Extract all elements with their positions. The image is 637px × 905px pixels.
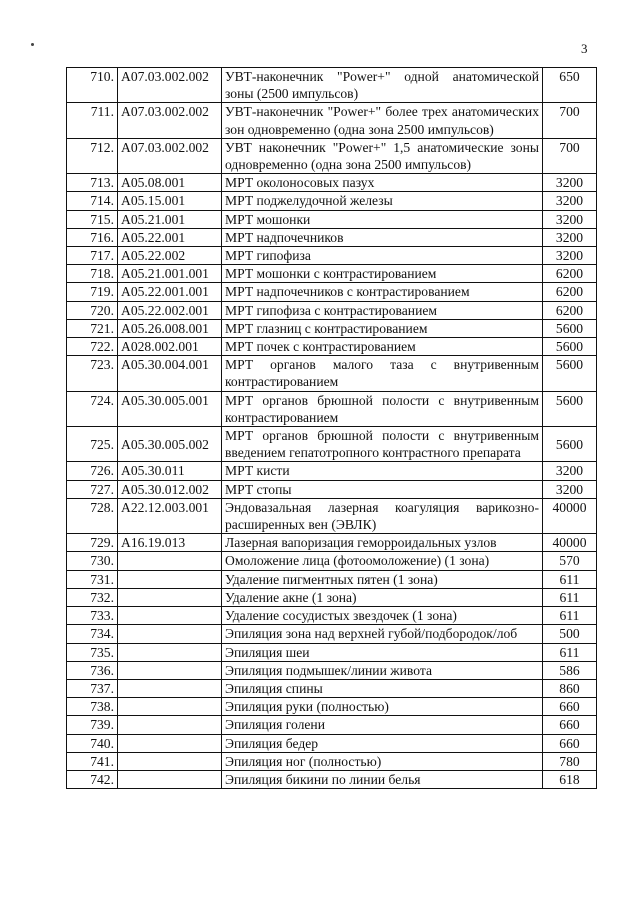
service-name-cell: Эпиляция голени bbox=[222, 716, 543, 734]
price-cell: 3200 bbox=[543, 210, 597, 228]
service-code-cell: A05.22.002.001 bbox=[118, 301, 222, 319]
table-row bbox=[67, 427, 597, 462]
service-code-cell: A05.21.001 bbox=[118, 210, 222, 228]
table-row bbox=[67, 338, 597, 356]
service-code-cell: A07.03.002.002 bbox=[118, 68, 222, 103]
service-name-cell: Эпиляция ног (полностью) bbox=[222, 752, 543, 770]
row-number-cell: 711. bbox=[67, 103, 118, 138]
service-code-cell: A028.002.001 bbox=[118, 338, 222, 356]
service-name-cell: МРТ органов малого таза с внутривенным контрастированием bbox=[222, 356, 543, 391]
service-code-cell: A05.30.005.001 bbox=[118, 391, 222, 426]
table-row bbox=[67, 679, 597, 697]
row-number-cell: 735. bbox=[67, 643, 118, 661]
price-cell: 3200 bbox=[543, 174, 597, 192]
row-number-cell: 721. bbox=[67, 319, 118, 337]
service-code-cell bbox=[118, 716, 222, 734]
service-code-cell bbox=[118, 643, 222, 661]
service-name-cell: МРТ гипофиза bbox=[222, 247, 543, 265]
service-code-cell bbox=[118, 734, 222, 752]
service-code-cell: A05.21.001.001 bbox=[118, 265, 222, 283]
row-number-cell: 719. bbox=[67, 283, 118, 301]
service-code-cell: A05.30.012.002 bbox=[118, 480, 222, 498]
service-code-cell: A05.22.001.001 bbox=[118, 283, 222, 301]
scan-speck bbox=[31, 43, 34, 46]
table-row bbox=[67, 391, 597, 426]
service-code-cell bbox=[118, 679, 222, 697]
row-number-cell: 718. bbox=[67, 265, 118, 283]
row-number-cell: 716. bbox=[67, 228, 118, 246]
service-code-cell bbox=[118, 552, 222, 570]
price-cell: 40000 bbox=[543, 498, 597, 533]
price-cell: 40000 bbox=[543, 534, 597, 552]
service-code-cell: A05.30.005.002 bbox=[118, 427, 222, 462]
service-name-cell: МРТ поджелудочной железы bbox=[222, 192, 543, 210]
row-number-cell: 714. bbox=[67, 192, 118, 210]
service-name-cell: УВТ наконечник "Power+" 1,5 анатомические зоны одновременно (одна зона 2500 импульсов) bbox=[222, 138, 543, 173]
table-row bbox=[67, 570, 597, 588]
row-number-cell: 715. bbox=[67, 210, 118, 228]
price-cell: 3200 bbox=[543, 228, 597, 246]
price-cell: 6200 bbox=[543, 283, 597, 301]
table-row bbox=[67, 588, 597, 606]
service-code-cell: A05.08.001 bbox=[118, 174, 222, 192]
row-number-cell: 724. bbox=[67, 391, 118, 426]
table-row bbox=[67, 462, 597, 480]
row-number-cell: 739. bbox=[67, 716, 118, 734]
price-cell: 3200 bbox=[543, 247, 597, 265]
service-name-cell: УВТ-наконечник "Power+" одной анатомической зоны (2500 импульсов) bbox=[222, 68, 543, 103]
service-code-cell: A05.30.011 bbox=[118, 462, 222, 480]
table-row bbox=[67, 625, 597, 643]
table-row bbox=[67, 752, 597, 770]
service-name-cell: МРТ органов брюшной полости с внутривенным введением гепатотропного контрастного препарата bbox=[222, 427, 543, 462]
row-number-cell: 723. bbox=[67, 356, 118, 391]
table-row bbox=[67, 319, 597, 337]
service-code-cell: A16.19.013 bbox=[118, 534, 222, 552]
service-name-cell: МРТ стопы bbox=[222, 480, 543, 498]
table-row bbox=[67, 607, 597, 625]
price-cell: 3200 bbox=[543, 462, 597, 480]
price-cell: 6200 bbox=[543, 301, 597, 319]
service-name-cell: МРТ мошонки с контрастированием bbox=[222, 265, 543, 283]
service-name-cell: Эпиляция бедер bbox=[222, 734, 543, 752]
table-row bbox=[67, 103, 597, 138]
row-number-cell: 727. bbox=[67, 480, 118, 498]
row-number-cell: 710. bbox=[67, 68, 118, 103]
price-cell: 5600 bbox=[543, 338, 597, 356]
service-code-cell bbox=[118, 588, 222, 606]
price-cell: 5600 bbox=[543, 319, 597, 337]
table-row bbox=[67, 174, 597, 192]
service-code-cell: A05.30.004.001 bbox=[118, 356, 222, 391]
service-name-cell: Удаление пигментных пятен (1 зона) bbox=[222, 570, 543, 588]
service-name-cell: МРТ околоносовых пазух bbox=[222, 174, 543, 192]
service-name-cell: УВТ-наконечник "Power+" более трех анатомических зон одновременно (одна зона 2500 импульсов) bbox=[222, 103, 543, 138]
row-number-cell: 733. bbox=[67, 607, 118, 625]
table-row bbox=[67, 498, 597, 533]
table-row bbox=[67, 192, 597, 210]
table-row bbox=[67, 247, 597, 265]
service-name-cell: МРТ органов брюшной полости с внутривенным контрастированием bbox=[222, 391, 543, 426]
service-code-cell bbox=[118, 661, 222, 679]
row-number-cell: 731. bbox=[67, 570, 118, 588]
page-number: 3 bbox=[581, 41, 588, 56]
service-name-cell: Эпиляция бикини по линии белья bbox=[222, 770, 543, 788]
service-name-cell: МРТ мошонки bbox=[222, 210, 543, 228]
price-cell: 611 bbox=[543, 570, 597, 588]
service-code-cell: A07.03.002.002 bbox=[118, 138, 222, 173]
row-number-cell: 741. bbox=[67, 752, 118, 770]
service-name-cell: МРТ почек с контрастированием bbox=[222, 338, 543, 356]
row-number-cell: 734. bbox=[67, 625, 118, 643]
service-name-cell: Эндовазальная лазерная коагуляция варикозно-расширенных вен (ЭВЛК) bbox=[222, 498, 543, 533]
service-name-cell: Лазерная вапоризация геморроидальных узлов bbox=[222, 534, 543, 552]
price-list-table bbox=[66, 67, 597, 789]
row-number-cell: 720. bbox=[67, 301, 118, 319]
service-name-cell: Эпиляция руки (полностью) bbox=[222, 698, 543, 716]
row-number-cell: 728. bbox=[67, 498, 118, 533]
row-number-cell: 729. bbox=[67, 534, 118, 552]
price-cell: 700 bbox=[543, 138, 597, 173]
row-number-cell: 726. bbox=[67, 462, 118, 480]
row-number-cell: 722. bbox=[67, 338, 118, 356]
table-row bbox=[67, 138, 597, 173]
table-row bbox=[67, 643, 597, 661]
service-name-cell: Эпиляция шеи bbox=[222, 643, 543, 661]
service-code-cell bbox=[118, 752, 222, 770]
row-number-cell: 736. bbox=[67, 661, 118, 679]
service-name-cell: Омоложение лица (фотоомоложение) (1 зона) bbox=[222, 552, 543, 570]
table-row bbox=[67, 716, 597, 734]
service-code-cell bbox=[118, 625, 222, 643]
price-cell: 660 bbox=[543, 716, 597, 734]
row-number-cell: 740. bbox=[67, 734, 118, 752]
table-row bbox=[67, 283, 597, 301]
price-cell: 5600 bbox=[543, 427, 597, 462]
price-cell: 611 bbox=[543, 607, 597, 625]
row-number-cell: 732. bbox=[67, 588, 118, 606]
table-row bbox=[67, 552, 597, 570]
row-number-cell: 742. bbox=[67, 770, 118, 788]
service-name-cell: МРТ гипофиза с контрастированием bbox=[222, 301, 543, 319]
price-cell: 611 bbox=[543, 588, 597, 606]
price-cell: 780 bbox=[543, 752, 597, 770]
service-code-cell: A22.12.003.001 bbox=[118, 498, 222, 533]
service-name-cell: Удаление акне (1 зона) bbox=[222, 588, 543, 606]
row-number-cell: 717. bbox=[67, 247, 118, 265]
table-row bbox=[67, 68, 597, 103]
service-name-cell: Эпиляция зона над верхней губой/подбородок/лоб bbox=[222, 625, 543, 643]
row-number-cell: 738. bbox=[67, 698, 118, 716]
service-code-cell bbox=[118, 570, 222, 588]
service-name-cell: Удаление сосудистых звездочек (1 зона) bbox=[222, 607, 543, 625]
price-cell: 618 bbox=[543, 770, 597, 788]
price-cell: 650 bbox=[543, 68, 597, 103]
price-cell: 860 bbox=[543, 679, 597, 697]
price-cell: 570 bbox=[543, 552, 597, 570]
row-number-cell: 712. bbox=[67, 138, 118, 173]
service-code-cell: A07.03.002.002 bbox=[118, 103, 222, 138]
price-cell: 660 bbox=[543, 698, 597, 716]
table-row bbox=[67, 734, 597, 752]
price-cell: 6200 bbox=[543, 265, 597, 283]
row-number-cell: 713. bbox=[67, 174, 118, 192]
price-cell: 3200 bbox=[543, 192, 597, 210]
service-name-cell: МРТ кисти bbox=[222, 462, 543, 480]
row-number-cell: 737. bbox=[67, 679, 118, 697]
price-cell: 500 bbox=[543, 625, 597, 643]
table-row bbox=[67, 698, 597, 716]
table-row bbox=[67, 480, 597, 498]
table-row bbox=[67, 770, 597, 788]
price-cell: 586 bbox=[543, 661, 597, 679]
table-row bbox=[67, 661, 597, 679]
service-code-cell bbox=[118, 770, 222, 788]
service-code-cell: A05.15.001 bbox=[118, 192, 222, 210]
service-code-cell: A05.26.008.001 bbox=[118, 319, 222, 337]
row-number-cell: 730. bbox=[67, 552, 118, 570]
table-row bbox=[67, 228, 597, 246]
service-code-cell bbox=[118, 607, 222, 625]
price-cell: 5600 bbox=[543, 356, 597, 391]
price-cell: 611 bbox=[543, 643, 597, 661]
table-row bbox=[67, 210, 597, 228]
service-code-cell: A05.22.001 bbox=[118, 228, 222, 246]
service-name-cell: Эпиляция подмышек/линии живота bbox=[222, 661, 543, 679]
table-row bbox=[67, 301, 597, 319]
table-row bbox=[67, 265, 597, 283]
service-name-cell: МРТ надпочечников с контрастированием bbox=[222, 283, 543, 301]
price-cell: 5600 bbox=[543, 391, 597, 426]
table-row bbox=[67, 356, 597, 391]
service-code-cell bbox=[118, 698, 222, 716]
service-code-cell: A05.22.002 bbox=[118, 247, 222, 265]
price-cell: 700 bbox=[543, 103, 597, 138]
row-number-cell: 725. bbox=[67, 427, 118, 462]
service-name-cell: Эпиляция спины bbox=[222, 679, 543, 697]
price-cell: 3200 bbox=[543, 480, 597, 498]
service-name-cell: МРТ глазниц с контрастированием bbox=[222, 319, 543, 337]
service-name-cell: МРТ надпочечников bbox=[222, 228, 543, 246]
table-row bbox=[67, 534, 597, 552]
price-cell: 660 bbox=[543, 734, 597, 752]
